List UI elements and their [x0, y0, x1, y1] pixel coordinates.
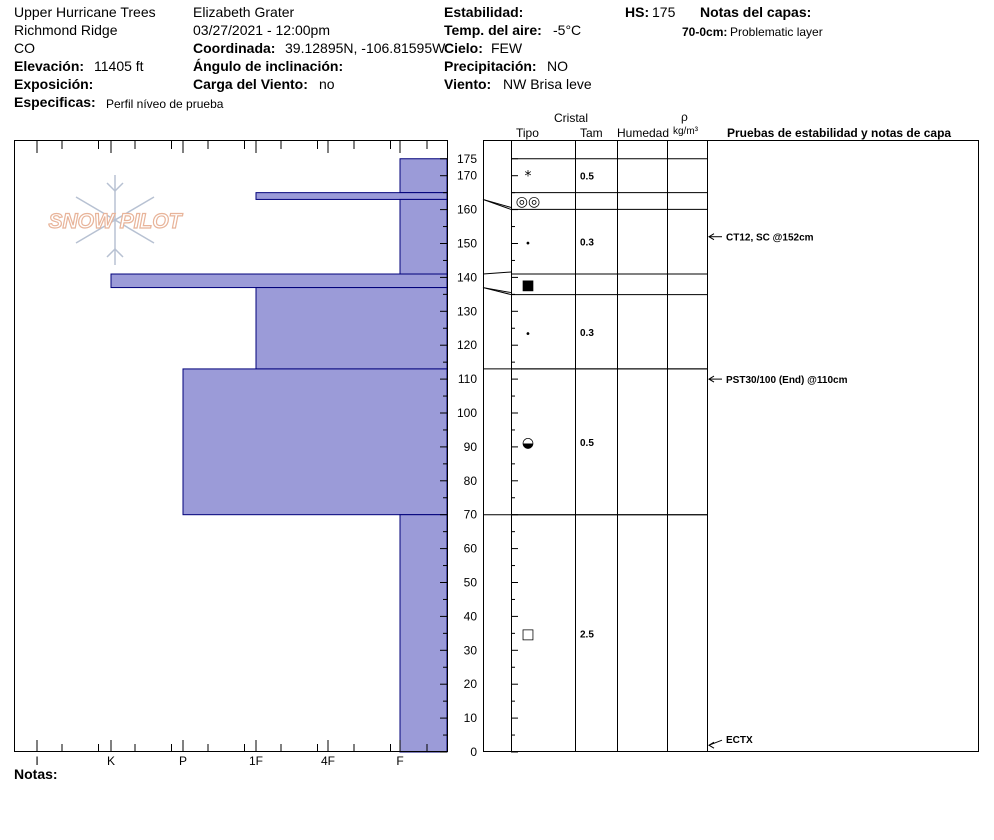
stability-label: Estabilidad: — [444, 4, 524, 20]
stability-test-label: PST30/100 (End) @110cm — [726, 375, 848, 387]
coordinates-label: Coordinada: — [193, 40, 276, 56]
height-tick-label: 90 — [463, 439, 477, 454]
hs-label: HS: — [625, 4, 650, 20]
grain-type-symbol: □ — [521, 626, 535, 643]
hardness-bar — [400, 199, 447, 274]
sky-label: Cielo: — [444, 40, 483, 56]
height-tick-label: 150 — [456, 236, 477, 251]
rho-header: ρ — [681, 110, 688, 124]
height-tick-label: 110 — [457, 372, 477, 387]
height-tick-label: 120 — [456, 338, 477, 353]
layer-note-text: Problematic layer — [730, 25, 823, 39]
type-header: Tipo — [516, 126, 539, 140]
specifics-value: Perfil níveo de prueba — [106, 97, 224, 111]
observer-name: Elizabeth Grater — [193, 4, 295, 20]
height-tick-label: 175 — [456, 151, 477, 166]
height-tick-label: 60 — [463, 541, 477, 556]
state-name: CO — [14, 40, 35, 56]
layer-note-range: 70-0cm: — [682, 25, 728, 39]
hardness-bar — [256, 288, 447, 369]
precip-label: Precipitación: — [444, 58, 537, 74]
stability-test-label: ECTX — [726, 735, 753, 747]
height-tick-label: 50 — [463, 575, 477, 590]
height-tick-label: 160 — [456, 202, 477, 217]
grain-size-value: 0.3 — [580, 327, 594, 339]
area-name: Richmond Ridge — [14, 22, 118, 38]
elevation-label: Elevación: — [14, 58, 85, 74]
layer-notes-label: Notas del capas: — [700, 4, 812, 20]
layer-connector — [483, 272, 511, 274]
hs-value: 175 — [652, 4, 676, 20]
snowpilot-logo — [49, 175, 184, 265]
wind-value: NW Brisa leve — [503, 76, 592, 92]
grain-size-value: 2.5 — [580, 629, 594, 641]
hardness-tick-label: F — [396, 754, 404, 768]
observation-datetime: 03/27/2021 - 12:00pm — [193, 22, 330, 38]
hardness-tick-label: P — [178, 754, 188, 768]
layer-connector — [483, 199, 511, 207]
grain-size-value: 0.3 — [580, 237, 594, 249]
coordinates-value: 39.12895N, -106.81595W — [285, 40, 446, 56]
hardness-tick-label: 4F — [320, 754, 336, 768]
hardness-bar — [400, 515, 447, 752]
wind-load-label: Carga del Viento: — [193, 76, 308, 92]
hardness-tick-label: K — [106, 754, 116, 768]
tests-header: Pruebas de estabilidad y notas de capa — [727, 126, 952, 140]
wind-load-value: no — [319, 76, 335, 92]
height-tick-label: 30 — [463, 643, 477, 658]
location-name: Upper Hurricane Trees — [14, 4, 156, 20]
grain-type-symbol: ◎◎ — [515, 194, 541, 211]
test-arrow-head — [709, 742, 714, 748]
grain-type-symbol: ■ — [521, 277, 535, 294]
svg-text:SNOW PILOT: SNOW PILOT — [48, 210, 182, 233]
height-tick-label: 70 — [463, 507, 477, 522]
air-temp-value: -5°C — [553, 22, 582, 38]
height-tick-label: 40 — [463, 609, 477, 624]
layer-connector — [483, 288, 511, 293]
precip-value: NO — [547, 58, 568, 74]
hardness-tick-label: 1F — [248, 754, 264, 768]
slope-label: Ángulo de inclinación: — [193, 58, 344, 74]
specifics-label: Especificas: — [14, 94, 96, 110]
hardness-bar — [183, 369, 447, 515]
grain-type-symbol: • — [525, 328, 531, 340]
air-temp-label: Temp. del aire: — [444, 22, 542, 38]
crystal-header: Cristal — [554, 111, 589, 125]
sky-value: FEW — [491, 40, 523, 56]
grain-size-value: 0.5 — [580, 171, 594, 183]
height-tick-label: 140 — [456, 270, 477, 285]
elevation-value: 11405 ft — [94, 58, 144, 74]
density-unit-header: kg/m³ — [673, 126, 698, 137]
hardness-tick-label: I — [35, 754, 39, 768]
hardness-bar — [400, 159, 447, 193]
grain-type-symbol: • — [525, 238, 531, 250]
hardness-bar — [111, 274, 447, 288]
size-header: Tam — [580, 126, 603, 140]
wind-label: Viento: — [444, 76, 492, 92]
notes-label: Notas: — [14, 766, 58, 782]
humidity-header: Humedad — [617, 126, 670, 140]
height-tick-label: 130 — [456, 304, 477, 319]
height-tick-label: 80 — [463, 473, 477, 488]
stability-test-label: CT12, SC @152cm — [726, 232, 814, 244]
height-tick-label: 0 — [470, 745, 477, 759]
height-tick-label: 100 — [456, 406, 477, 420]
height-tick-label: 170 — [456, 168, 477, 183]
aspect-label: Exposición: — [14, 76, 94, 92]
height-tick-label: 20 — [463, 677, 477, 692]
grain-type-symbol: * — [524, 168, 532, 185]
grain-size-value: 0.5 — [580, 437, 594, 449]
grain-type-symbol: ◒ — [521, 434, 535, 451]
hardness-bar — [256, 193, 447, 200]
height-tick-label: 10 — [463, 711, 477, 726]
